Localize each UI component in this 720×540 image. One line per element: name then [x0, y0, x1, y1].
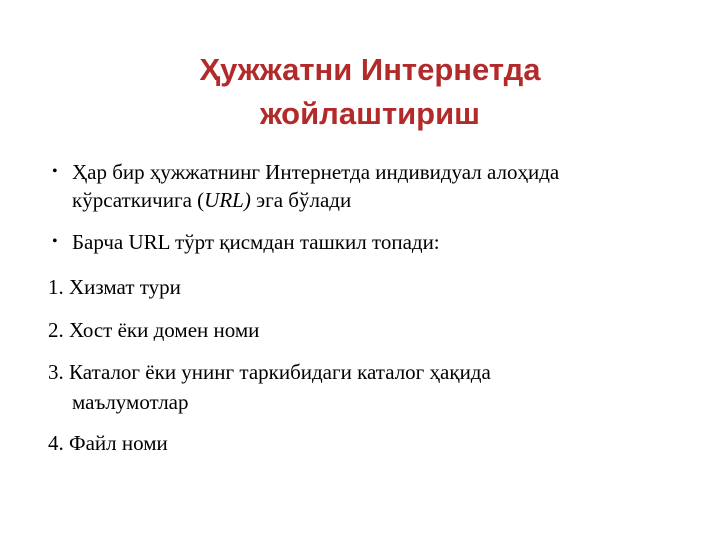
list-item [48, 315, 688, 345]
slide-title-line-1: Ҳужжатни Интернетда [199, 52, 541, 87]
bullet-marker: • [52, 233, 58, 250]
bullet-text: эга бўлади [250, 188, 352, 212]
bullet-line [72, 186, 712, 214]
list-item-text: 4. Файл номи [48, 431, 168, 455]
url-term: URL) [204, 188, 251, 212]
bullet-marker: • [52, 163, 58, 180]
bullet-line: Ҳар бир ҳужжатнинг Интернетда индивидуал алоҳида [72, 160, 560, 184]
list-item-text: 3. Каталог ёки унинг таркибидаги каталог ҳақида [48, 360, 491, 384]
list-item [48, 357, 688, 417]
list-item [48, 272, 688, 302]
bullet-line: Барча URL тўрт қисмдан ташкил топади: [72, 230, 440, 254]
bullet-item [52, 228, 712, 256]
list-item [48, 428, 688, 458]
list-item-text: 1. Хизмат тури [48, 275, 181, 299]
slide-title-line-2: жойлаштириш [259, 96, 481, 131]
bullet-item [52, 158, 712, 214]
slide-title [150, 48, 590, 136]
list-item-text: 2. Хост ёки домен номи [48, 318, 260, 342]
list-item-continuation: маълумотлар [72, 390, 189, 414]
bullet-text: кўрсаткичига ( [72, 188, 205, 212]
